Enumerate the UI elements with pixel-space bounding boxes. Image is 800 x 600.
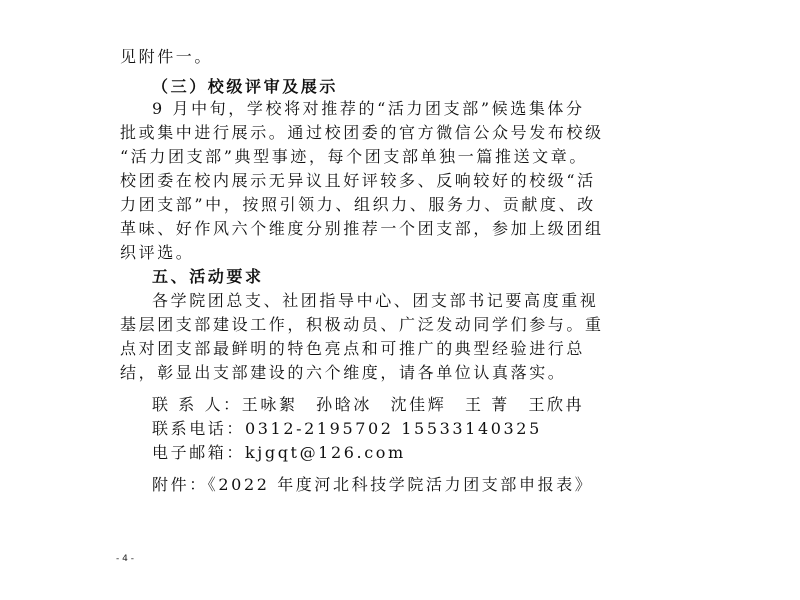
text-line-7: 力团支部”中，按照引领力、组织力、服务力、贡献度、改 bbox=[120, 195, 596, 214]
page-number: - 4 - bbox=[116, 554, 134, 564]
text-line-11: 各学院团总支、社团指导中心、团支部书记要高度重视 bbox=[152, 291, 599, 310]
contact-email: 电子邮箱：kjgqt@126.com bbox=[152, 443, 406, 462]
text-line-1: 见附件一。 bbox=[120, 47, 214, 66]
text-line-6: 校团委在校内展示无异议且好评较多、反响较好的校级“活 bbox=[120, 171, 596, 190]
attachment-line: 附件：《2022 年度河北科技学院活力团支部申报表》 bbox=[152, 475, 594, 494]
text-line-4: 批或集中进行展示。通过校团委的官方微信公众号发布校级 bbox=[120, 123, 604, 142]
text-line-14: 结，彰显出支部建设的六个维度，请各单位认真落实。 bbox=[120, 363, 567, 382]
text-line-3: 9 月中旬，学校将对推荐的“活力团支部”候选集体分 bbox=[152, 99, 585, 118]
text-line-8: 革味、好作风六个维度分别推荐一个团支部，参加上级团组 bbox=[120, 219, 604, 238]
section-heading-5: 五、活动要求 bbox=[152, 267, 264, 286]
section-heading-3: （三）校级评审及展示 bbox=[152, 77, 339, 96]
contact-phone: 联系电话：0312-2195702 15533140325 bbox=[152, 419, 542, 438]
contact-persons: 联 系 人：王咏絮 孙晗冰 沈佳辉 王 菁 王欣冉 bbox=[152, 395, 585, 414]
text-line-13: 点对团支部最鲜明的特色亮点和可推广的典型经验进行总 bbox=[120, 339, 586, 358]
text-line-12: 基层团支部建设工作，积极动员、广泛发动同学们参与。重 bbox=[120, 315, 604, 334]
text-line-9: 织评选。 bbox=[120, 243, 195, 262]
text-line-5: “活力团支部”典型事迹，每个团支部单独一篇推送文章。 bbox=[120, 147, 588, 166]
